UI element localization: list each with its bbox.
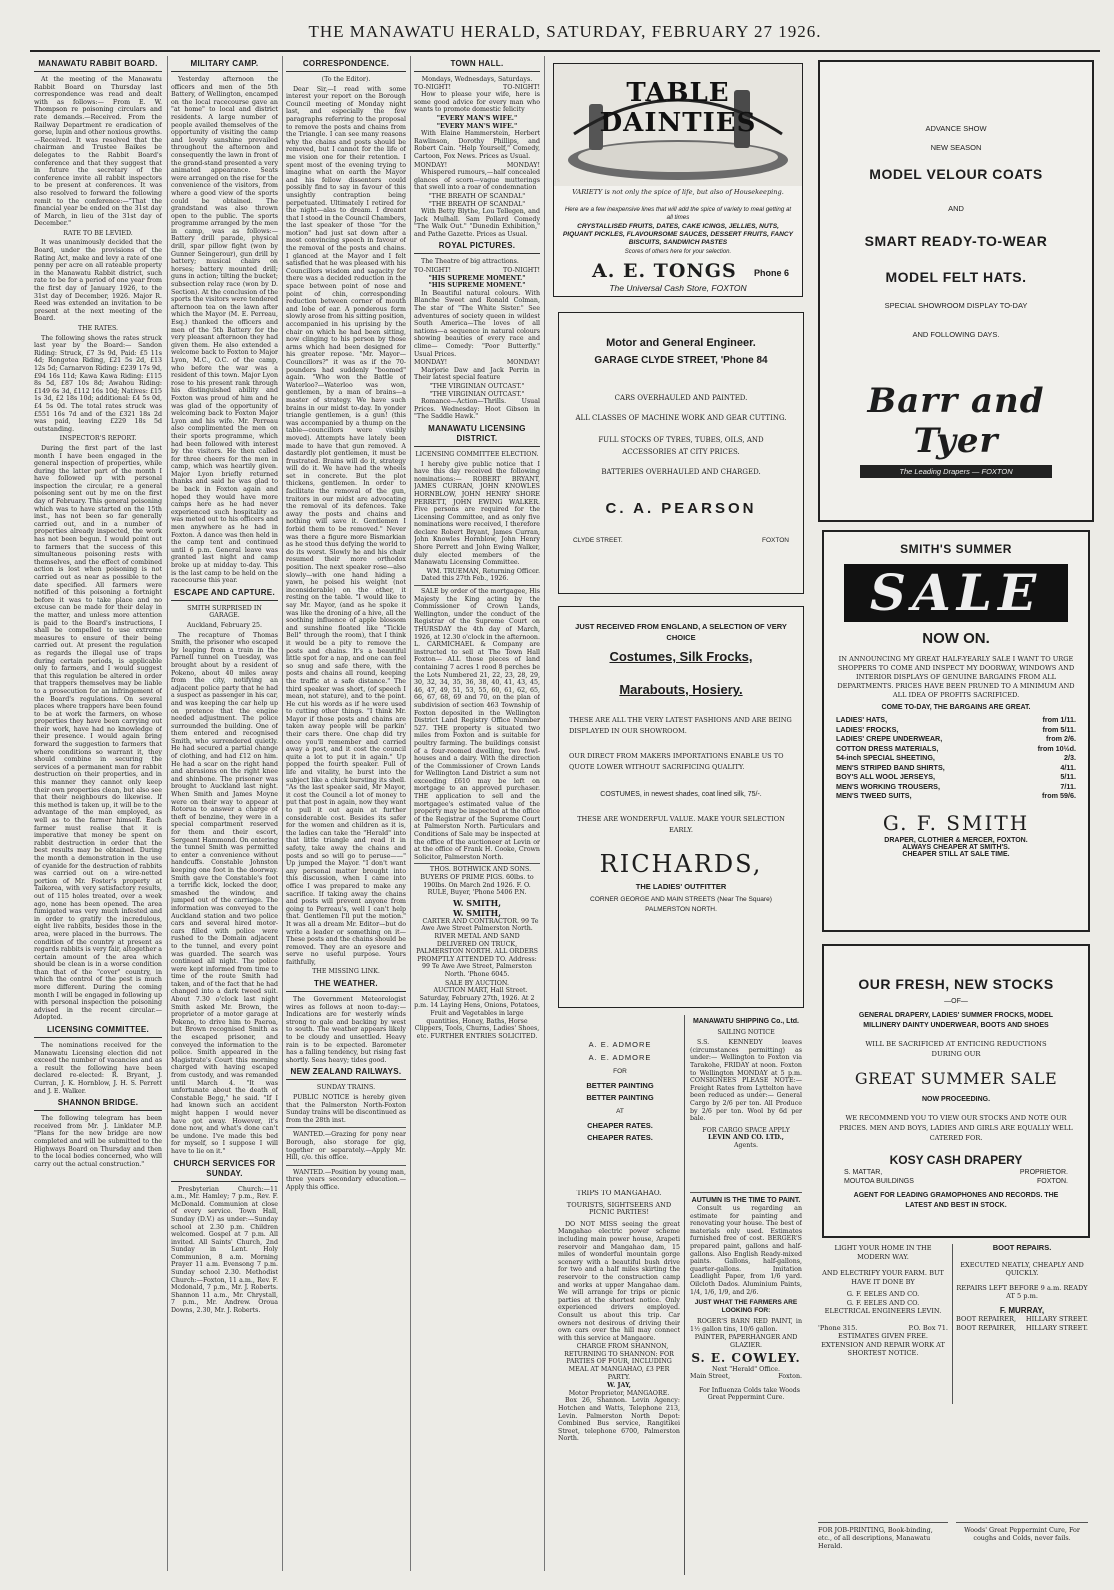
smith-now-on: NOW ON. xyxy=(922,630,990,647)
admore-advert xyxy=(560,1028,680,1178)
film-title: "HIS SUPREME MOMENT." xyxy=(428,274,526,282)
sale-item-price: 5/11. xyxy=(1060,772,1076,781)
article-text: In Beautiful natural colours. With Blanche Sweet and Ronald Colman, The star of "The White Sister." See adventures of society queen in wildest South America—The loves of all nations—a sequence in natural colours showing beauties of every race and clime— Comedy: "Poor Butterfly." Usual Prices. xyxy=(414,289,540,358)
boot-street: HILLARY STREET. xyxy=(1025,1315,1088,1323)
signature: WM. TRUEMAN, Returning Officer. xyxy=(426,567,540,575)
eeles-name: G. F. EELES AND CO. xyxy=(846,1290,920,1298)
barr-felt: MODEL FELT HATS. xyxy=(885,269,1027,285)
film-title: "THE BREATH OF SCANDAL" xyxy=(428,200,526,208)
sale-item-name: MEN'S WORKING TROUSERS, xyxy=(836,781,940,791)
headline-licensing-district: MANAWATU LICENSING DISTRICT. xyxy=(414,424,540,447)
sale-item-row xyxy=(836,753,1076,763)
cowley-heading: AUTUMN IS THE TIME TO PAINT. xyxy=(690,1192,802,1205)
divider xyxy=(286,1165,406,1166)
tongs-tagline-2: Here are a few inexpensive lines that will add the spice of variety to meal getting at all times xyxy=(564,206,792,221)
eeles-phone: 'Phone 315. xyxy=(818,1323,858,1332)
admore-better: BETTER PAINTING xyxy=(586,1081,654,1090)
headline-rabbit-board: MANAWATU RABBIT BOARD. xyxy=(34,59,162,72)
boot-name: F. MURRAY, xyxy=(999,1305,1045,1315)
kosy-building: MOUTOA BUILDINGS xyxy=(844,1178,914,1185)
cowley-farmers: JUST WHAT THE FARMERS ARE LOOKING FOR: xyxy=(694,1299,798,1315)
monday-label: MONDAY! xyxy=(506,161,540,169)
subheading: (To the Editor). xyxy=(321,76,371,83)
kosy-great-sale: GREAT SUMMER SALE xyxy=(854,1069,1058,1088)
film-title: "THE VIRGINIAN OUTCAST." xyxy=(429,390,525,398)
divider xyxy=(414,863,540,864)
smith-carter-name: W. SMITH, xyxy=(453,907,501,918)
subheading: SMITH SURPRISED IN GARAGE. xyxy=(187,604,262,620)
shipping-apply: FOR CARGO SPACE APPLY xyxy=(702,1126,790,1134)
smith-sale-banner: SALE xyxy=(844,564,1068,622)
tongs-tagline: VARIETY is not only the spice of life, but also of Housekeeping. xyxy=(572,188,784,196)
film-title: "EVERY MAN'S WIFE." xyxy=(436,122,518,130)
eeles-box: P.O. Box 71. xyxy=(908,1323,948,1332)
eeles-name: G. F. EELES AND CO. xyxy=(846,1298,920,1307)
shipping-advert xyxy=(690,1018,802,1188)
mangahao-charge: CHARGE FROM SHANNON, RETURNING TO SHANNON: FOR PARTIES OF FOUR, INCLUDING MEAL AT MANGAHAO, £3 PER PARTY. xyxy=(564,1343,674,1381)
subheading: SUNDAY TRAINS. xyxy=(316,1084,376,1092)
tonight-line xyxy=(414,84,540,92)
tonight-line xyxy=(414,267,540,275)
subheading: INSPECTOR'S REPORT. xyxy=(59,435,137,443)
subheading: THE RATES. xyxy=(77,325,119,332)
tonight-label: TO-NIGHT! xyxy=(503,267,540,275)
film-title: "EVERY MAN'S WIFE." xyxy=(436,114,518,122)
smith-sub: DRAPER, CLOTHIER & MERCER, FOXTON. xyxy=(884,836,1028,844)
smith-name: G. F. SMITH xyxy=(882,810,1030,835)
column-rule xyxy=(410,56,411,1571)
boot-repairer: BOOT REPAIRER, xyxy=(956,1323,1017,1332)
notice-text: PUBLIC NOTICE is hereby given that the Palmerston North-Foxton Sunday trains will be discontinued as from the 28th inst. xyxy=(286,1094,406,1124)
barr-ready: SMART READY-TO-WEAR xyxy=(864,233,1048,249)
article-text: Dear Sir,—I read with some interest your report on the Borough Council meeting of Monday night last, and especially the few paragraphs referring to the proposal to remove the posts and chains from the Triangle. I can see many reasons why the chains and posts should be removed, but I cannot for the life of me vision one for their retention. I spent most of the evening trying to imagine what on earth the Mayor and his fellow dissenters could possibly find to say in favour of this unsightly contraption being perpetuated. Ultimately I retired for the night—alas to dream. I dreamt that I stood in the Council Chambers, the last speaker of those "for the motion" had just sat down after a most convincing speech in favour of the removal of the posts and chains. I glanced at the Mayor and I felt satisfied that he was pleased with his Councillors wisdom and sagacity for there was a decided reduction in the space between point of nose and point of chin, corresponding reduction between corner of mouth and lobe of ear. A ponderous form slowly arose from his sitting position, accompanied in his uprising by the chair on which he had been sitting, now clinging to his person by those arms which had been designed for his greater repose. "Mr. Mayor—Councillors?" it was as if the 70-pounders had suddenly "boomed" again. "Who won the Battle of Waterloo?—Waterloo was won, gentlemen, by a man of brains—a master of strategy. We have such brains in our midst to-day. In yonder triangle gentlemen, is a gun! (this was accompanied by a thump on the table—councillors were visibly moved). Attempts have lately been made to have that gun removed. A dastardly plot gentlemen, it must be frustrated. Brains will do it, strategy will do it. We have had the wheels set in concrete. But the plot thickens, gentlemen. In order to facilitate the removal of the gun, traitors in our midst are advocating the removal of its defences. Take away the posts and chains and nothing will save it. Gentlemen I forbid them to be removed." Never was there a figure more Bismarkian as he stood thus defying the world to do its worst. Slowly he and his chair resumed their more orthodox position. The next speaker rose—also slowly—with one hand hiding a yawn, he poised his weight (not inconsiderable) on the other, it resting on the table. "I would like to say Mr. Mayor, (and as he spoke it was like the droning of a hive, all the soothing influence of apple blossom and sunshine floated like "Tickle Bell" through the room), that I think it would be a pity to remove the posts and chains. It's a beautiful little spot for a nap, and one can feel so snug and safe there, with the posts and chains all round, keeping the traffic at a safe distance." The third speaker was short, (of speech I mean, not stature), and to the point. He cut his words as if he were used to cutting other things. "I think Mr. Mayor if those posts and chains are taken away people will be parkin' their cars there. One chap did try once you'll remember and carried away a post, and it cost the council quite a lot to put it in again." Up popped the fourth speaker. Full of life and vitality, he burst into the subject like a chick bursting its shell. "As the last speaker said, Mr Mayor, it cost the Council a lot of money to put that post in again, now they want to pull it out again at further considerable cost. Besides its safer for the women and children as it is, the ladies can take the "Herald" into that little triangle and read it in safety, take away the chains and posts and so will go to peruse——" Up jumped the Mayor. "I don't want any personal matter brought into this discussion, when I came into office I was prepared to make any sacrifice. If taking away the chains and posts will prevent anyone from going to Perreau's, well I can't help that. Gentlemen I'll put the motion." It was all a dream Mr. Editor—but do write a leader or something on it—These posts and the chains should be removed. They are an eyesore and serve no useful purpose. Yours faithfully, xyxy=(286,85,406,966)
richards-name: RICHARDS, xyxy=(599,850,763,878)
pearson-line: ALL CLASSES OF MACHINE WORK AND GEAR CUTTING. xyxy=(575,414,787,422)
eeles-estimates: ESTIMATES GIVEN FREE. EXTENSION AND REPAIR WORK AT SHORTEST NOTICE. xyxy=(821,1332,945,1357)
cowley-town: Foxton. xyxy=(778,1373,802,1381)
richards-costumes-price: COSTUMES, in newest shades, coat lined silk, 75/-. xyxy=(600,791,762,798)
pearson-line: BATTERIES OVERHAULED AND CHARGED. xyxy=(601,468,761,476)
tonight-label: TO-NIGHT! xyxy=(414,83,451,91)
pearson-advert xyxy=(558,312,804,594)
tongs-scores: Scores of others here for your selection. xyxy=(624,249,732,255)
boot-heading: BOOT REPAIRS. xyxy=(992,1244,1052,1252)
sale-item-price: from 59/6. xyxy=(1042,791,1076,800)
smith-carter-name: W. SMITH, xyxy=(453,897,501,908)
cowley-street: Main Street, xyxy=(690,1373,731,1381)
cowley-barn-paint: ROGER'S BARN RED PAINT, in 1½ gallon tins, 10/6 gallon. xyxy=(690,1318,802,1333)
column-4 xyxy=(414,56,540,1576)
barr-days: AND FOLLOWING DAYS. xyxy=(912,330,1000,339)
tongs-title: TABLE DAINTIES xyxy=(599,78,757,138)
richards-value: THESE ARE WONDERFUL VALUE. MAKE YOUR SELECTION EARLY. xyxy=(577,815,785,834)
sale-item-row xyxy=(836,734,1076,744)
article-text: At the meeting of the Manawatu Rabbit Board on Thursday last correspondence was read and dealt with as follows:— From E. W. Thompson re poisoning circulars and rate demands.—Received. From the Railway Department re eradication of gorse, lupin and other noxious growths.—Received. It was resolved that the chairman and Trustee Baikes be delegates to the Rabbit Board's conference and that they suggest that in future the secretary of the conference invite all rabbit inspectors to be present at conferences. It was also resolved to forward the following remit to the conference:—"That the financial year be ended on the 31st day of March, in lieu of the 31st day of December." xyxy=(34,76,162,228)
ad-divider xyxy=(684,1015,685,1575)
pearson-line: CARS OVERHAULED AND PAINTED. xyxy=(614,394,748,402)
column-2 xyxy=(171,56,278,1576)
sale-item-name: MEN'S STRIPED BAND SHIRTS, xyxy=(836,762,945,772)
article-text: The Theatre of big attractions. xyxy=(421,258,519,266)
mangahao-heading: TRIPS TO MANGAHAO. xyxy=(576,1190,662,1197)
tongs-phone: Phone 6 xyxy=(754,268,790,278)
sale-item-row xyxy=(836,725,1076,735)
divider xyxy=(286,1127,406,1128)
article-text: The nominations received for the Manawatu Licensing election did not exceed the number of vacancies and as a result the following have been declared re-elected: R. Bryant, J. Curran, J. K. Hornblow, J. H. S. Perrett and J. E. Walker. xyxy=(34,1042,162,1095)
richards-address: CORNER GEORGE AND MAIN STREETS (Near The Square) PALMERSTON NORTH. xyxy=(590,896,772,913)
monday-label: MONDAY! xyxy=(414,161,448,169)
admore-cheaper: CHEAPER RATES. xyxy=(587,1121,653,1130)
barr-velour: MODEL VELOUR COATS xyxy=(869,166,1043,182)
peppermint-cure-ad: Woods' Great Peppermint Cure, For coughs and Colds, never fails. xyxy=(956,1522,1088,1566)
cowley-text: Consult us regarding an estimate for painting and renovating your house. The best of materials only used. Estimates furnished free of cost. BERGER'S prepared paint, gallons and half-gallons. Also English Ready-mixed paints. Gallons, half-gallons, quarter-gallons. Imitation Leadlight Paper, from 1/6 yard. Oilcloth Dados. Aluminium Paints, 1/4, 1/6, 1/9, and 2/6. xyxy=(690,1205,802,1296)
kosy-recommend: WE RECOMMEND YOU TO VIEW OUR STOCKS AND NOTE OUR PRICES. MEN AND BOYS, LADIES AND GIRLS ARE EQUALLY WELL CATERED FOR. xyxy=(839,1114,1073,1142)
richards-text: OUR DIRECT FROM MAKERS IMPORTATIONS ENABLE US TO QUOTE LOWER WITHOUT SACRIFICING QUALITY. xyxy=(569,752,784,771)
sale-item-name: MEN'S TWEED SUITS, xyxy=(836,791,912,800)
tongs-advert xyxy=(553,63,803,297)
boot-repairer-line xyxy=(956,1324,1088,1333)
kosy-proprietor-name: S. MATTAR, xyxy=(844,1169,883,1176)
tonight-label: TO-NIGHT! xyxy=(503,83,540,91)
article-text: The recapture of Thomas Smith, the prisoner who escaped by leaping from a train in the Parnell tunnel on Tuesday, was brought about by a resident of Pokeno, about 40 miles away from the city, notifying an adjacent police party that he had a suspect as passenger in his car, and was keeping the car help up on pretence that the engine needed adjustment. The police surrounded the building. One of them entered and recognised Smith, who surrendered quietly. He had secured a partial change of clothing, and had £12 on him. He had a scar on the right hand and abrasions on the right knee and shinbone. The prisoner was brought to Auckland last night. When Smith and James Moyne were on their way to appear at Rotorua to answer a charge of theft of benzine, they were in a special compartment reserved for them and their escort, Sergeant Hammond. On entering the tunnel Smith was permitted to enter a convenience without handcuffs. Constable Johnston keeping one foot in the doorway. Smith gave the Constable's foot a terrific kick, locked the door, smashed the window, and jumped out of the carriage. The information was conveyed to the Auckland station and two police cars and several hired motor-cars filled with police were rushed to the Domain adjacent to the tunnel, and every point was guarded. The search was continued all night. The police were kept informed from time to time of the route Smith had taken, and of the fact that he had changed into a dark tweed suit. About 7.30 o'clock last night Smith asked Mr. Brown, the proprietor of a motor garage at Pokeno, to drive him to Paeroa, but Brown recognised Smith as the escaped prisoner, and conveyed the information to the police. Smith appeared in the Magistrate's Court this morning charged with having escaped from custody, and was remanded until March 4. "It was unfortunate about the death of Constable Begg," he said. "If I had known such an accident might happen I would never have got away. However, it's done now, and what's done can't be undone. I've made this bed for myself, so I suppose I will have to lie on it." xyxy=(171,631,278,1155)
masthead xyxy=(30,22,1100,52)
tongs-store: The Universal Cash Store, FOXTON xyxy=(609,283,747,293)
kosy-of: —OF— xyxy=(944,998,968,1005)
pearson-address xyxy=(573,537,789,544)
pearson-street: CLYDE STREET. xyxy=(573,537,623,544)
article-text: Whispered rumours,—half concealed glances of scorn—vague mutterings that swell into a roar of condemnation xyxy=(414,169,540,192)
sale-item-price: 4/11. xyxy=(1060,762,1076,772)
signature: THE MISSING LINK. xyxy=(312,968,380,976)
admore-for: FOR xyxy=(613,1068,627,1075)
sale-item-price: from 2/6. xyxy=(1046,734,1076,743)
smith-price-list xyxy=(836,715,1076,801)
eeles-light: LIGHT YOUR HOME IN THE MODERN WAY. xyxy=(834,1244,932,1261)
mangahao-contact: Box 26, Shannon. Levin Agency: Hotchen and Watts, Telephone 213, Levin. Palmerston North Depot: Combined Bus service, Rangitikei Street, telephone 6700, Palmerston North. xyxy=(558,1397,680,1443)
richards-text: THESE ARE ALL THE VERY LATEST FASHIONS AND ARE BEING DISPLAYED IN OUR SHOWROOM. xyxy=(569,716,792,735)
richards-intro: JUST RECEIVED FROM ENGLAND, A SELECTION OF VERY CHOICE xyxy=(575,622,787,642)
barr-display: SPECIAL SHOWROOM DISPLAY TO-DAY xyxy=(884,301,1028,310)
mangahao-role: Motor Proprietor, MANGAORE. xyxy=(568,1389,670,1397)
richards-marabouts: Marabouts, Hosiery. xyxy=(619,682,743,697)
shipping-text: S.S. KENNEDY leaves (circumstances permitting) as under:— Wellington to Foxton via Tarakohe, FRIDAY at noon. Foxton to Wellington MONDAY at 5 p.m. CONSIGNEES PLEASE NOTE:— Freight Rates from Lyttelton have been reduced as under:— General Cargo by 2/6 per ton. All Produce by 2/6 per ton. Wool by 6d per bale. xyxy=(690,1039,802,1123)
boot-street: HILLARY STREET. xyxy=(1025,1323,1088,1332)
sale-item-price: 2/3. xyxy=(1064,753,1076,762)
boot-advert xyxy=(956,1244,1088,1414)
sale-item-price: from 1/11. xyxy=(1042,715,1076,724)
headline-military-camp: MILITARY CAMP. xyxy=(171,59,278,72)
pearson-heading: Motor and General Engineer. xyxy=(606,337,756,349)
pearson-line: FULL STOCKS OF TYRES, TUBES, OILS, AND ACCESSORIES AT CITY PRICES. xyxy=(598,436,764,456)
tongs-items: CRYSTALLISED FRUITS, DATES, CAKE ICINGS, JELLIES, NUTS, PIQUANT PICKLES, FLAVOURSOME SAUCES, DESSERT FRUITS, FANCY BISCUITS, SANDWICH PASTES xyxy=(562,223,794,246)
cowley-advert xyxy=(690,1192,802,1552)
article-text: During the first part of the last month I have been engaged in the general inspection of properties, while during the latter part of the month I have followed up with personal inspection the circular, re a general poisoning sent out by me on the first day of February. This general poisoning which was to have started on the 15th inst., has not been so far generally carried out, and in a number of properties already inspected, the work has not been begun. I would point out to farmers that the success of this simultaneous poisoning rests with themselves, and the effect of combined action is lost when poisoning is not carried out as near as possible to the date specified. All farmers were notified of this poisoning a fortnight before it was to take place and no excuse can be made for their delay in the matter, and unless more attention is paid to the Board's instructions, I shall be compelled to use extreme measures to ensure of their being carried out. At present the regulation as regards the illegal use of traps during certain periods, is applicable only to farmers, and I would suggest that this regulation be altered in order that trappers themselves may be liable to a prosecution for an infringement of the Board's regulations. On several places where trappers have been found to be at work the farmers, on whose properties they have been carrying out their work, have had no knowledge of their presence. I would again bring forward the suggestion to farmers that where conditions so warrant it, they should combine in securing the services of a permanent man for rabbit destruction on their properties, and in this manner they cannot only keep their own properties clean, but also see that their neighbours do likewise. If this method is taken up, it will be to the advantage of the man employed, as well as to the farmer himself. Each farmer must realise that it is imperative that money be spent on rabbit destruction in order that the best results may be obtained. During the month a demonstration in the use of cyanide for the destruction of rabbits was carried out on a wire-netted portion of Mr. Foster's property at Taikorea, with very satisfactory results, out of 115 holes treated, over a week ago, none has been opened. The area fumigated was very much infested and in order to gratify the incredulous, eight live rabbits, besides those in the area, were placed in the burrows. The condition of the country at present as regards rabbits is very fair, altogether a certain amount of the area which should be clean is in a worse condition than that of the "cover" country, in which the control of the pest is much more different. During the coming month I will be engaged in following up with personal inspection the poisoning advised in the recent circular.—Adopted. xyxy=(34,444,162,1022)
article-text: Presbyterian Church:—11 a.m., Mr. Hamley; 7 p.m., Rev. F. McDonald. Communion at close of every service. Town Hall, Sunday (D.V.) as under:—Sunday school at 2.30 p.m. Children welcomed. Gospel at 7 p.m. All invited. All Saints' Church, 2nd Sunday in Lent. Holy Communion, 8 a.m. Morning Prayer 11 a.m. Evensong 7 p.m. Sunday school 2.30. Methodist Church:—Foxton, 11 a.m., Rev. F. Mcdonald, 7 p.m., Mr. J. Roberts. Shannon 11 a.m., Mr. Chrystall, 7 p.m., Mr. Andrew. Oroua Downs, 2.30, Mr. J. Roberts. xyxy=(171,1185,278,1315)
monday-line xyxy=(414,359,540,367)
sale-item-name: LADIES' CREPE UNDERWEAR, xyxy=(836,734,943,743)
auction-heading: SALE BY AUCTION. xyxy=(445,979,509,987)
kosy-proprietor xyxy=(844,1169,1068,1176)
headline-licensing-committee: LICENSING COMMITTEE. xyxy=(34,1025,162,1038)
subheading: LICENSING COMMITTEE ELECTION. xyxy=(415,450,539,458)
tongs-name: A. E. TONGS xyxy=(592,260,737,282)
kosy-sacrifice: WILL BE SACRIFICED AT ENTICING REDUCTIONS DURING OUR xyxy=(865,1040,1047,1058)
cowley-trade: PAINTER, PAPERHANGER AND GLAZIER. xyxy=(694,1334,798,1349)
shipping-sub: SAILING NOTICE xyxy=(717,1028,775,1036)
sale-item-row xyxy=(836,763,1076,773)
barr-tag: The Leading Drapers — FOXTON xyxy=(860,465,1052,478)
headline-escape-capture: ESCAPE AND CAPTURE. xyxy=(171,588,278,601)
shipping-agents-label: Agents. xyxy=(733,1141,759,1149)
barr-and: AND xyxy=(948,204,964,213)
mangahao-name: W. JAY, xyxy=(607,1382,631,1390)
smith-come: COME TO-DAY, THE BARGAINS ARE GREAT. xyxy=(881,704,1031,711)
film-title: "THE VIRGINIAN OUTCAST." xyxy=(429,382,525,390)
admore-cheaper: CHEAPER RATES. xyxy=(587,1133,653,1142)
column-rule xyxy=(282,56,283,1571)
eeles-sub: ELECTRICAL ENGINEERS LEVIN. xyxy=(824,1307,942,1315)
dateline: Auckland, February 25. xyxy=(187,621,262,629)
cowley-location: Next "Herald" Office. xyxy=(711,1365,781,1373)
sale-item-row xyxy=(836,744,1076,754)
boot-executed: EXECUTED NEATLY, CHEAPLY AND QUICKLY. xyxy=(960,1260,1084,1277)
monday-label: MONDAY! xyxy=(414,359,448,367)
cowley-address xyxy=(690,1373,802,1381)
sale-item-name: LADIES' HATS, xyxy=(836,715,888,724)
pearson-town: FOXTON xyxy=(762,537,789,544)
article-text: How to please your wife, here is some good advice for every man who wants to promote domestic felicity xyxy=(414,91,540,114)
article-text: With Betty Blythe, Lou Tellegen, and Jack Mulhall. Sam Pollard Comedy "The Walk Out." "Dunedin Exhibition," and Pathe Gazette. Prices as Usual. xyxy=(414,208,540,238)
kosy-town: FOXTON. xyxy=(1037,1178,1068,1185)
notice-text: I hereby give public notice that I have this day received the following nominations:— ROBERT BRYANT, JAMES CURRAN, JOHN KNOWLES HORNBLOW, JOHN HENRY SHORE PERRETT, JOHN EWING WALKER. Five persons are required for the Licensing Committee, and as only five nominations were received, I therefore declare Robert Bryant, James Curran, John Knowles Hornblow, John Henry Shore Perrett and John Ewing Walker, duly elected members of the Manawatu Licensing Committee. xyxy=(414,460,540,567)
eeles-contact xyxy=(818,1324,948,1333)
article-text: The following shows the rates struck last year by the Board:— Sandon Riding: Struck, £7 3s 9d, Paid: £5 11s 4d; Rongotea Riding, £21 5s 2d, £13 12s 5d; Carnarvon Riding: £239 17s 9d, £94 16s 11d; Kawa Kawa Riding: £115 8s 5d, £87 10s 8d; Awahou Riding: £149 6s 3d, £112 16s 10d; Natives: £15 1s 3d, £2 18s 10d; additional: £4 5s 0d, £4 5s 0d. The total rates struck was £551 16s 7d and of the £321 18s 2d was paid, leaving £229 18s 5d outstanding. xyxy=(34,334,162,433)
kosy-address xyxy=(844,1178,1068,1185)
headline-correspondence: CORRESPONDENCE. xyxy=(286,59,406,72)
column-1 xyxy=(34,56,162,1576)
smith-tag1: ALWAYS CHEAPER AT SMITH'S. xyxy=(902,843,1010,851)
column-rule xyxy=(167,56,168,1571)
sale-item-name: 54-inch SPECIAL SHEETING, xyxy=(836,753,935,762)
sale-item-row xyxy=(836,772,1076,782)
admore-better: BETTER PAINTING xyxy=(586,1093,654,1102)
admore-name: A. E. ADMORE xyxy=(588,1053,652,1062)
monday-line xyxy=(414,162,540,170)
headline-royal-pictures: ROYAL PICTURES. xyxy=(414,241,540,254)
sale-item-row xyxy=(836,782,1076,792)
article-text: Marjorie Daw and Jack Perrin in Their latest special feature xyxy=(414,366,540,382)
smith-sale-advert xyxy=(822,530,1090,932)
boot-repairer: BOOT REPAIRER, xyxy=(956,1315,1017,1323)
kosy-stock: GENERAL DRAPERY, LADIES' SUMMER FROCKS, MODEL MILLINERY DAINTY UNDERWEAR, BOOTS AND SHOES xyxy=(858,1012,1054,1029)
auction-ad: AUCTION MART, Hall Street. Saturday, February 27th, 1926. At 2 p.m. 14 Laying Hens, Onions, Potatoes, Fruit and Vegetables in large quantities, Honey, Baths, Horse Clippers, Tools, Churns, Ladies' Shoes, etc. FURTHER ENTRIES SOLICITED. xyxy=(414,987,540,1040)
article-text: With Elaine Hammerstein, Herbert Rawlinson, Dorothy Phillips, and Robert Cain. "Help Yourself," Comedy, Cartoon, Fox News. Prices as Usual. xyxy=(414,130,540,160)
barr-logo: Barr and Tyer xyxy=(867,381,1045,461)
film-title: "HIS SUPREME MOMENT." xyxy=(428,282,526,290)
kosy-advert xyxy=(822,944,1090,1238)
headline-weather: THE WEATHER. xyxy=(286,979,406,992)
article-text: It was unanimously decided that the Board, under the provisions of the Rating Act, make and levy a rate of one penny per acre on all rateable property in the Manawatu Rabbit district, such rate to be for a period of one year from the first day of January 1926, to the 31st day of December, 1926. Major R. Reed was extended an invitation to be present at the next meeting of the Board. xyxy=(34,239,162,323)
headline-church-services: CHURCH SERVICES FOR SUNDAY. xyxy=(171,1159,278,1182)
pig-buyers-ad: THOS. BOTHWICK AND SONS. BUYERS OF PRIME PIGS. 60lbs. to 190lbs. On March 2nd 1926. F. O. RULE, Buyer, 'Phone 5406 P.N. xyxy=(420,866,534,897)
barr-advance: ADVANCE SHOW xyxy=(925,124,987,133)
carter-ad: CARTER AND CONTRACTOR. 99 Te Awe Awe Street Palmerston North. RIVER METAL AND SAND DELIVERED ON TRUCK, PALMERSTON NORTH. ALL ORDERS PROMPTLY ATTENDED TO. Address: 99 Te Awe Awe Street, Palmerston North. 'Phone 6045. xyxy=(416,917,539,978)
classified-ad: WANTED.—Position by young man, three years secondary education.—Apply this office. xyxy=(286,1168,406,1191)
boot-repairer-line xyxy=(956,1315,1088,1324)
sale-item-row xyxy=(836,791,1076,801)
mangahao-text: DO NOT MISS seeing the great Mangahao electric power scheme including main power house, Arapeti reservoir and Mangahao dam, 15 miles of wonderful mountain gorge scenery with a beautiful bush drive for two and a half miles skirting the reservoir to the construction camp and works at upper Mangahao dam. We will arrange for trips or picnic parties at the shortest notice. Only experienced drivers employed. Consult us about this trip. Car owners not desirous of driving their own cars over the hill may connect with this service at Mangaore. xyxy=(558,1220,680,1342)
headline-shannon-bridge: SHANNON BRIDGE. xyxy=(34,1098,162,1111)
richards-sub: THE LADIES' OUTFITTER xyxy=(635,882,727,891)
headline-railways: NEW ZEALAND RAILWAYS. xyxy=(286,1067,406,1080)
job-printing-ad: FOR JOB-PRINTING, Book-binding, etc., of all descriptions, Manawatu Herald. xyxy=(818,1522,948,1566)
colds-ad: For Influenza Colds take Woods Great Peppermint Cure. xyxy=(698,1386,801,1402)
notice-text: Dated this 27th Feb., 1926. xyxy=(421,575,509,583)
richards-costumes: Costumes, Silk Frocks, xyxy=(609,649,753,664)
mangahao-sub: TOURISTS, SIGHTSEERS AND PICNIC PARTIES! xyxy=(566,1200,672,1217)
smith-tag2: CHEAPER STILL AT SALE TIME. xyxy=(902,850,1010,858)
sale-item-name: LADIES' FROCKS, xyxy=(836,724,899,734)
subheading: RATE TO BE LEVIED. xyxy=(63,229,133,237)
divider xyxy=(414,585,540,586)
article-text: Romance—Action—Thrills. Usual Prices. Wednesday: Hoot Gibson in "The Saddle Hawk." xyxy=(414,398,540,421)
smith-intro: IN ANNOUNCING MY GREAT HALF-YEARLY SALE I WANT TO URGE SHOPPERS TO COME AND INSPECT MY DOORWAY, WINDOWS AND INTERIOR DISPLAYS OF GENUINE BARGAINS FROM ALL DEPARTMENTS. PRICES HAVE BEEN PRUNED TO A MINIMUM AND ALL IDEA OF PROFITS SACRIFICED. xyxy=(837,655,1075,699)
sale-item-price: 7/11. xyxy=(1060,781,1076,791)
sale-item-price: from 5/11. xyxy=(1042,724,1076,734)
boot-repairs-time: REPAIRS LEFT BEFORE 9 a.m. READY AT 5 p.m. xyxy=(956,1283,1088,1300)
classified-ad: WANTED.—Grazing for pony near Borough, also storage for gig, together or separately.—Apply Mr. Hill, c/o. this office. xyxy=(286,1131,406,1162)
admore-name: A. E. ADMORE xyxy=(588,1040,652,1049)
sale-item-name: BOY'S ALL WOOL JERSEYS, xyxy=(836,772,936,781)
admore-at: AT xyxy=(616,1108,624,1115)
richards-advert xyxy=(558,606,804,1008)
kosy-now: NOW PROCEEDING. xyxy=(921,1096,991,1103)
pearson-name: C. A. PEARSON xyxy=(605,500,757,517)
column-rule xyxy=(544,56,545,1571)
article-text: The Government Meteorologist wires as follows at noon to-day:— Indications are for westerly winds strong to gale and backing by west to south. The weather appears likely to be cloudy and unsettled. Heavy rain is to be expected. Barometer has a falling tendency, but rising fast shortly. Seas heavy; tides good. xyxy=(286,996,406,1064)
kosy-agent: AGENT FOR LEADING GRAMOPHONES AND RECORDS. THE LATEST AND BEST IN STOCK. xyxy=(853,1192,1059,1209)
headline-town-hall: TOWN HALL. xyxy=(414,59,540,72)
article-text: The following telegram has been received from Mr. J. Linklater M.P. "Plans for the new bridge are now completed and will be submitted to the Highways Board on Thursday and then to the local bodies concerned, who will carry out the actual construction." xyxy=(34,1115,162,1168)
shipping-heading: MANAWATU SHIPPING Co., Ltd. xyxy=(692,1018,800,1025)
film-title: "THE BREATH OF SCANDAL" xyxy=(428,192,526,200)
kosy-name: KOSY CASH DRAPERY xyxy=(889,1153,1023,1167)
article-text: Yesterday afternoon the officers and men of the 5th Battery, of Wellington, encamped on the local racecourse gave an "at home" to local and district residents. A large number of people availed themselves of the opportunity of visiting the camp and lovely sunshine prevailed throughout the afternoon and consequently the lawn in front of the grand-stand presented a very animated appearance. Seats were arranged on the rise for the convenience of the visitors, from where a good view of the sports could be obtained. The grandstand was also thrown open to the public. The sports programme arranged by the men in camp, was as follows:— Battery drill parade, physical drill, spar pillow fight (won by Gunner Seingerour), gun drill by battery; musical chairs on horses; battery mounted drill; guns in action; tilting the bucket; subsection relay race (won by D. Section). At the conclusion of the sports the visitors were tendered afternoon tea on the lawn after which the Mayor (M. E. Perreau, Esq.) thanked the officers and men of the 5th Battery for the very pleasant afternoon they had given them. He also extended a welcome back to Foxton to Major Lyon, M.C., O.C. of the camp, who before the war was a resident of this town. Major Lyon rose to his present rank through his distinguished ability and Foxton was proud of him and he was glad of the opportunity of welcoming back to Foxton Major Lyon and his wife. Mr. Perreau also complimented the men on their sports programme, which had been followed with interest by the visitors. He then called for three cheers for the men in camp, which was heartily given. Major Lyon briefly returned thanks and said he was glad to be back in Foxton again and hoped they would have more camps here as he had never experienced such hospitality as was meted out to his officers and men anywhere as he had in Foxton. A dance was then held in the camp tent and continued until 6 p.m. General leave was granted last night and camp broke up at midday to-day. This is the last camp to be held on the racecourse this year. xyxy=(171,76,278,585)
column-3 xyxy=(286,56,406,1576)
sale-item-row xyxy=(836,715,1076,725)
sale-notice: SALE by order of the mortgagee, His Majesty the King acting by the Commissioner of Crown Lands, Wellington, under the conduct of the Registrar of the Supreme Court on THURSDAY the 4th day of March, 1926, at 12.30 o'clock in the afternoon. L. CARMICHAEL & Company are instructed to sell at The Town Hall Foxton— ALL those pieces of land containing 7 acres 1 rood 8 perches be the Lots Numbered 21, 22, 23, 28, 29, 30, 32, 34, 35, 36, 38, 40, 41, 43, 45, 46, 47, 49, 51, 53, 55, 60, 61, 62, 65, 66, 67, 68, 69 and 70, on the plan of subdivision of section 463 Township of Foxton deposited in the Wellington District Land Registry Office Number 527. THE property is situated two miles from Foxton and is suitable for poultry farming. The buildings consist of a four-roomed dwelling, two fowl-houses and a dairy. With the direction of the Commissioner of Crown Lands for Wellington Land District a sum not exceeding £610 may be left on mortgage to an approved purchaser. THE application to sell and the mortgagee's estimated value of the property may be inspected at the office of the Registrar of the Supreme Court at Palmerston North. Particulars and Conditions of Sale may be inspected at the office of the auctioneer at Levin or at the office of Frank H. Cooke, Crown Solicitor, Palmerston North. xyxy=(414,588,540,861)
barr-tyer-advert xyxy=(818,60,1094,522)
kosy-heading: OUR FRESH, NEW STOCKS xyxy=(858,976,1054,992)
eeles-advert xyxy=(818,1244,948,1414)
masthead-title: THE MANAWATU HERALD, SATURDAY, FEBRUARY 27 1926. xyxy=(308,22,822,41)
monday-label: MONDAY! xyxy=(506,359,540,367)
shipping-agent: LEVIN AND CO. LTD., xyxy=(707,1134,785,1142)
kosy-proprietor-label: PROPRIETOR. xyxy=(1019,1169,1068,1176)
schedule: Mondays, Wednesdays, Saturdays. xyxy=(421,76,533,83)
cowley-name: S. E. COWLEY. xyxy=(691,1350,801,1365)
eeles-electrify: AND ELECTRIFY YOUR FARM. BUT HAVE IT DONE BY xyxy=(822,1269,944,1286)
pearson-garage: GARAGE CLYDE STREET, 'Phone 84 xyxy=(594,355,768,366)
sale-item-name: COTTON DRESS MATERIALS, xyxy=(836,743,939,753)
tonight-label: TO-NIGHT! xyxy=(414,267,451,275)
smith-heading: SMITH'S SUMMER xyxy=(900,542,1012,556)
ad-divider xyxy=(952,1244,953,1404)
sale-item-price: from 10½d. xyxy=(1037,743,1076,753)
mangahao-advert xyxy=(558,1190,680,1570)
barr-season: NEW SEASON xyxy=(930,143,982,152)
